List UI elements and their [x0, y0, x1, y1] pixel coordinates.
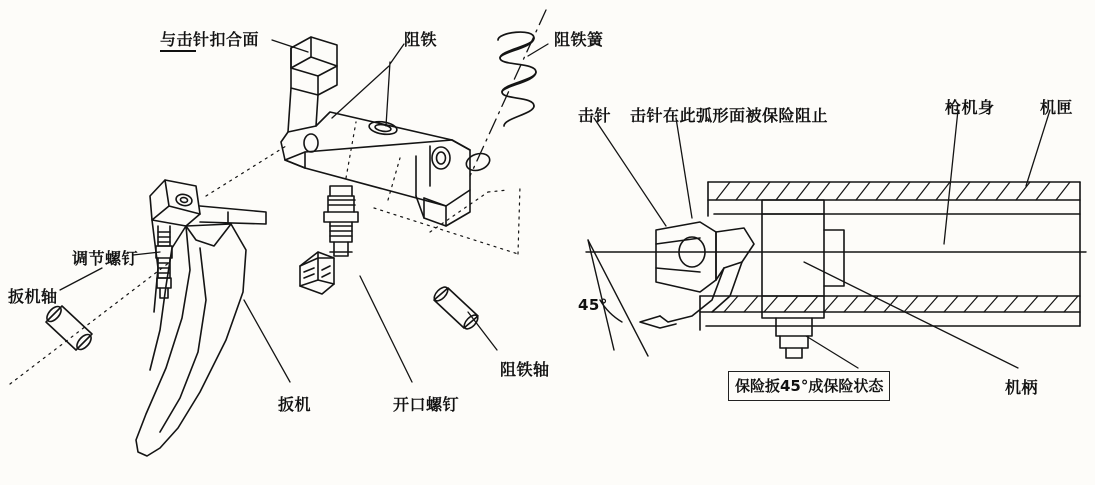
label-trigger-pin: 扳机轴: [8, 287, 58, 306]
bolt-body-part: [762, 200, 844, 358]
label-bolt-handle: 机柄: [1005, 378, 1039, 397]
label-firing-pin-arc-note: 击针在此弧形面被保险阻止: [630, 106, 829, 125]
label-sear-spring: 阻铁簧: [554, 30, 604, 49]
label-sear-engagement-face: 与击针扣合面: [160, 30, 260, 49]
label-slotted-screw: 开口螺钉: [393, 395, 460, 414]
label-sear-axle: 阻铁轴: [500, 360, 550, 379]
slotted-screw-part: [300, 186, 358, 294]
label-adjust-screw: 调节螺钉: [72, 249, 139, 268]
label-receiver: 机匣: [1040, 98, 1074, 117]
sear-axle-part: [432, 285, 480, 331]
underline-sear-engagement-face: [160, 50, 196, 52]
note-safety-state: 保险扳45°成保险状态: [728, 371, 890, 401]
trigger-part: [136, 180, 266, 456]
label-firing-pin: 击针: [578, 106, 612, 125]
label-bolt-body: 枪机身: [945, 98, 995, 117]
label-sear: 阻铁: [404, 30, 438, 49]
leader-lines-right: [594, 110, 1050, 368]
receiver-part: [586, 182, 1086, 330]
label-trigger: 扳机: [278, 395, 312, 414]
trigger-pin-part: [44, 304, 93, 352]
sear-part: [281, 37, 492, 226]
label-angle-45: 45°: [578, 296, 608, 314]
sear-spring-part: [498, 32, 536, 126]
